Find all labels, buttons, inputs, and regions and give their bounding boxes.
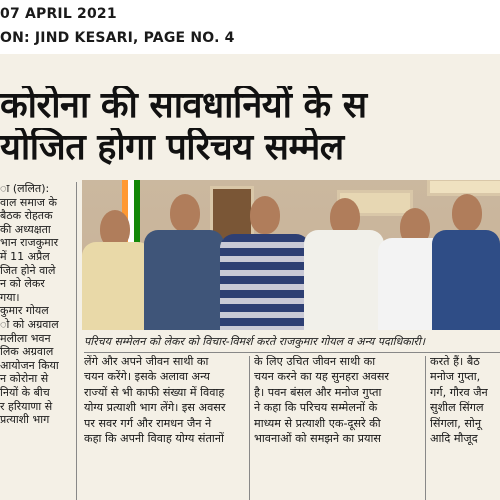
person bbox=[304, 180, 384, 330]
column-rule bbox=[425, 356, 426, 500]
text-line: चयन करेंगे। इसके अलावा अन्य bbox=[84, 370, 210, 384]
text-line: वाल समाज के bbox=[0, 195, 57, 209]
body-column-2 bbox=[254, 354, 422, 500]
text-line: पर सवर गर्ग और रामधन जैन ने bbox=[84, 416, 212, 430]
text-line: मनोज गुप्ता, bbox=[430, 370, 481, 384]
text-line: लेंगे और अपने जीवन साथी का bbox=[84, 355, 209, 368]
photo-caption: परिचय सम्मेलन को लेकर को विचार-विमर्श करते राजकुमार गोयल व अन्य पदाधिकारी। bbox=[84, 335, 426, 348]
text-line: योग्य प्रत्याशी भाग लेंगे। इस अवसर bbox=[84, 401, 226, 415]
text-line: की अध्यक्षता bbox=[0, 222, 51, 236]
headline-line-1: कोरोना की सावधानियों के स bbox=[0, 86, 367, 126]
clipping-header bbox=[0, 0, 500, 54]
text-line: ो को अग्रवाल bbox=[0, 317, 59, 331]
text-line: कहा कि अपनी विवाह योग्य संतानों bbox=[84, 432, 224, 446]
text-line: जित होने वाले bbox=[0, 263, 56, 277]
text-line: करते हैं। बैठ bbox=[430, 355, 480, 368]
body-column-1 bbox=[84, 354, 246, 500]
text-line: कुमार गोयल bbox=[0, 304, 49, 318]
text-line: ने कहा कि परिचय सम्मेलनों के bbox=[254, 401, 378, 415]
text-line: न कोरोना से bbox=[0, 372, 49, 386]
text-line: बैठक रोहतक bbox=[0, 209, 53, 223]
text-line: भावनाओं को समझने का प्रयास bbox=[254, 432, 381, 446]
column-rule bbox=[76, 182, 77, 500]
text-line: सुशील सिंगल bbox=[430, 401, 484, 415]
text-line: में 11 अप्रैल bbox=[0, 249, 50, 263]
text-line: ा (ललित): bbox=[0, 182, 50, 195]
source-line: ON: JIND KESARI, PAGE NO. 4 bbox=[0, 30, 235, 46]
text-line: आयोजन किया bbox=[0, 358, 59, 372]
text-line: नियों के बीच bbox=[0, 385, 50, 399]
text-line: लिक अग्रवाल bbox=[0, 345, 54, 359]
text-line: राज्यों से भी काफी संख्या में विवाह bbox=[84, 385, 225, 399]
text-line: माध्यम से प्रत्याशी एक-दूसरे की bbox=[254, 416, 381, 430]
text-line: मलीला भवन bbox=[0, 331, 51, 345]
text-line: न को लेकर bbox=[0, 277, 45, 291]
person bbox=[220, 180, 310, 330]
person bbox=[432, 180, 500, 330]
text-line: चयन करने का यह सुनहरा अवसर bbox=[254, 370, 389, 384]
text-line: है। पवन बंसल और मनोज गुप्ता bbox=[254, 385, 382, 399]
headline-line-2: योजित होगा परिचय सम्मेल bbox=[0, 128, 344, 168]
text-line: के लिए उचित जीवन साथी का bbox=[254, 355, 376, 368]
body-column-3 bbox=[430, 354, 500, 500]
left-column-text bbox=[0, 182, 70, 500]
news-photo bbox=[82, 180, 500, 330]
text-line: सिंगला, सोनू bbox=[430, 416, 482, 430]
text-line: आदि मौजूद bbox=[430, 432, 478, 446]
text-line: गया। bbox=[0, 290, 20, 304]
person bbox=[82, 190, 152, 330]
column-rule bbox=[84, 352, 500, 353]
person bbox=[144, 180, 224, 330]
text-line: प्रत्याशी भाग bbox=[0, 413, 50, 427]
text-line: गर्ग, गौरव जैन bbox=[430, 385, 488, 399]
text-line: र हरियाणा से bbox=[0, 399, 53, 413]
date-line: 07 APRIL 2021 bbox=[0, 6, 117, 22]
text-line: भान राजकुमार bbox=[0, 236, 59, 250]
column-rule bbox=[249, 356, 250, 500]
